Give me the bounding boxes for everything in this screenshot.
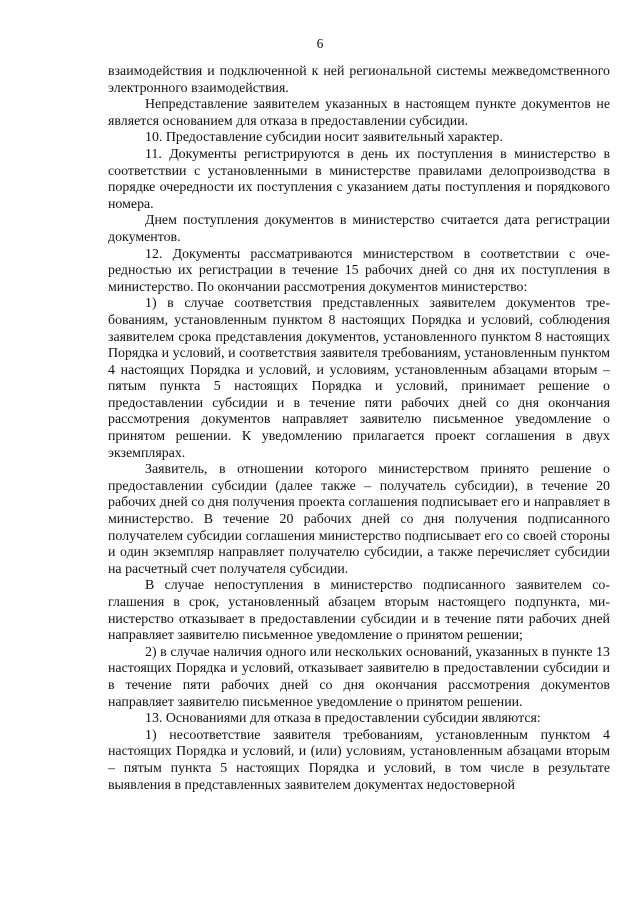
paragraph: 11. Документы регистрируются в день их поступления в министерство в соответствии с установленными в министерстве правилами делопроизводства в порядке очередности их поступления с указанием даты поступления и порядкового номера.: [108, 146, 610, 212]
document-body: [108, 64, 610, 794]
paragraph: В случае непоступления в министерство подписанного заявителем соглашения в срок, установленный абзацем вторым настоящего подпункта, министерство отказывает в предоставлении субсидии и в течение пяти рабочих дней направляет заявителю письменное уведомление о принятом решении;: [108, 578, 610, 644]
paragraph: 13. Основаниями для отказа в предоставлении субсидии являются:: [145, 711, 541, 727]
paragraph: 10. Предоставление субсидии носит заявительный характер.: [145, 130, 503, 146]
paragraph: Заявитель, в отношении которого министерством принято решение о предоставлении субсидии (далее также – получатель субсидии), в течение 20 рабочих дней со дня получения проекта соглашения подписывает его и направляет в министерство. В течение 20 рабочих дней со дня получения подписанного получателем субсидии соглашения министерство подписывает его со своей стороны и один экземпляр направляет получателю субсидии, а также перечисляет субсидии на расчетный счет получателя субсидии.: [108, 462, 610, 577]
page-number: 6: [316, 36, 324, 51]
paragraph: 12. Документы рассматриваются министерством в соответствии с очередностью их регистрации в течение 15 рабочих дней со дня их поступления в министерство. По окончании рассмотрения документов министерство:: [108, 246, 610, 295]
paragraph: 1) несоответствие заявителя требованиям, установленным пунктом 4 настоящих Порядка и условий, и (или) условиям, установленным абзацами вторым – пятым пункта 5 настоящих Порядка и условий, в том числе в результате выявления в представленных заявителем документах недостоверной: [108, 727, 610, 793]
paragraph: Непредставление заявителем указанных в настоящем пункте документов не является основанием для отказа в предоставлении субсидии.: [108, 97, 610, 129]
paragraph: взаимодействия и подключенной к ней региональной системы межведомственного электронного взаимодействия.: [108, 64, 610, 96]
paragraph: Днем поступления документов в министерство считается дата регистрации документов.: [108, 213, 610, 245]
paragraph: 2) в случае наличия одного или нескольких оснований, указанных в пункте 13 настоящих Порядка и условий, отказывает заявителю в предоставлении субсидии и в течение пяти рабочих дней со дня окончания рассмотрения документов направляет заявителю письменное уведомление о принятом решении.: [108, 644, 610, 710]
paragraph: 1) в случае соответствия представленных заявителем документов требованиям, установленным пунктом 8 настоящих Порядка и условий, соблюдения заявителем срока представления документов, установленного пунктом 8 настоящих Порядка и условий, и соответствия заявителя требованиям, установленным пунктом 4 настоящих Порядка и условий, и условиям, установленным абзацами вторым – пятым пункта 5 настоящих Порядка и условий, принимает решение о предоставлении субсидии и в течение пяти рабочих дней со дня окончания рассмотрения документов направляет заявителю письменное уведомление о принятом решении. К уведомлению прилагается проект соглашения в двух экземплярах.: [108, 296, 610, 461]
